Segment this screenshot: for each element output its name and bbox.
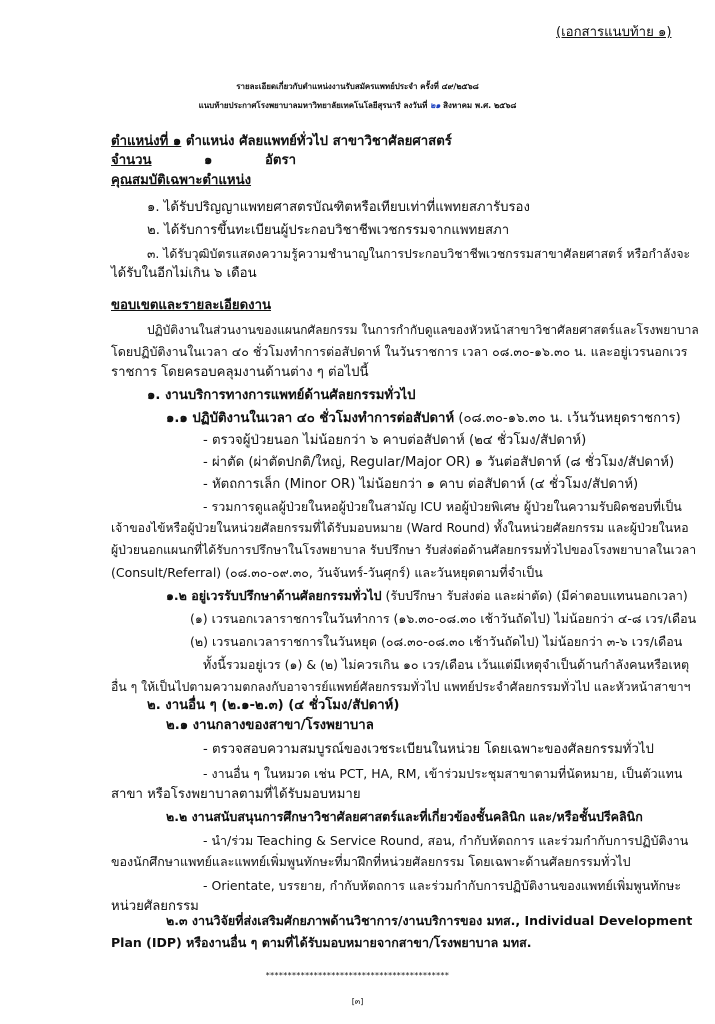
section-1-1-title: ๑.๑ ปฏิบัติงานในเวลา ๔๐ ชั่วโมงทำการต่อสัปดาห์ [166, 411, 455, 426]
scope-heading: ขอบเขตและรายละเอียดงาน [111, 298, 272, 313]
qualification-item-2: ๒. ได้รับการขึ้นทะเบียนผู้ประกอบวิชาชีพเวชกรรมจากแพทยสภา [147, 223, 510, 238]
section-1-1-heading [166, 410, 681, 427]
handwritten-date: ๒๑ [430, 101, 441, 110]
section-1-2-note-line-2: อื่น ๆ ให้เป็นไปตามความตกลงกับอาจารย์แพทย์ศัลยกรรมทั่วไป แพทย์ประจำศัลยกรรมทั่วไป และหัวหน้าสาขาฯ [111, 680, 691, 694]
document-label: (เอกสารแนบท้าย ๑) [556, 25, 672, 40]
section-2-3-line-1: ๒.๓ งานวิจัยที่ส่งเสริมศักยภาพด้านวิชาการ/งานบริการของ มทส., Individual Development [166, 913, 693, 928]
section-2-3-line-2: Plan (IDP) หรืองานอื่น ๆ ตามที่ได้รับมอบหมายจากสาขา/โรงพยาบาล มทส. [111, 935, 532, 950]
qualification-item-3-line-2: ได้รับในอีกไม่เกิน ๖ เดือน [111, 266, 257, 281]
position-label: ตำแหน่งที่ ๑ [111, 134, 182, 149]
count-label: จำนวน [111, 153, 152, 168]
qualifications-heading: คุณสมบัติเฉพาะตำแหน่ง [111, 173, 252, 188]
section-2-2-bullet-1-line-1: - นำ/ร่วม Teaching & Service Round, สอน, กำกับหัตถการ และร่วมกำกับการปฏิบัติงาน [203, 833, 689, 848]
section-1-1-bullet-1: - ตรวจผู้ป่วยนอก ไม่น้อยกว่า ๖ คาบต่อสัปดาห์ (๒๔ ชั่วโมง/สัปดาห์) [203, 433, 587, 448]
title-line-1: รายละเอียดเกี่ยวกับตำแหน่งงานรับสมัครแพทย์ประจำ ครั้งที่ ๔๙/๒๕๖๘ [236, 82, 479, 91]
section-2-1-heading: ๒.๑ งานกลางของสาขา/โรงพยาบาล [166, 718, 374, 733]
qualification-item-1: ๑. ได้รับปริญญาแพทยศาสตรบัณฑิตหรือเทียบเท่าที่แพทยสภารับรอง [147, 200, 530, 215]
position-title: ตำแหน่ง ศัลยแพทย์ทั่วไป สาขาวิชาศัลยศาสตร์ [185, 134, 452, 149]
section-2-2-bullet-1-line-2: ของนักศึกษาแพทย์และแพทย์เพิ่มพูนทักษะที่มาฝึกที่หน่วยศัลยกรรม โดยเฉพาะด้านศัลยกรรมทั่วไป [111, 854, 631, 869]
section-1-2-note-line-1: ทั้งนี้รวมอยู่เวร (๑) & (๒) ไม่ควรเกิน ๑๐ เวร/เดือน เว้นแต่มีเหตุจำเป็นด้านกำลังคนหรือเหตุ [203, 657, 690, 672]
section-2-1-bullet-1: - ตรวจสอบความสมบูรณ์ของเวชระเบียนในหน่วย โดยเฉพาะของศัลยกรรมทั่วไป [203, 742, 654, 757]
section-1-2-item-1: (๑) เวรนอกเวลาราชการในวันทำการ (๑๖.๓๐-๐๘.๓๐ เช้าวันถัดไป) ไม่น้อยกว่า ๔-๘ เวร/เดือน [190, 611, 697, 626]
section-1-2-title: ๑.๒ อยู่เวรรับปรึกษาด้านศัลยกรรมทั่วไป [166, 588, 382, 603]
section-1-heading: ๑. งานบริการทางการแพทย์ด้านศัลยกรรมทั่วไป [147, 388, 416, 403]
section-1-1-bullet-4-line-1: - รวมการดูแลผู้ป่วยในหอผู้ป่วยในสามัญ ICU หอผู้ป่วยพิเศษ ผู้ป่วยในความรับผิดชอบที่เป็น [203, 499, 682, 514]
separator-line: ****************************************** [265, 971, 450, 980]
page-number: [๓] [351, 997, 364, 1006]
section-1-1-hours: (๐๘.๓๐-๑๖.๓๐ น. เว้นวันหยุดราชการ) [454, 411, 681, 426]
section-2-1-bullet-2-line-2: สาขา หรือโรงพยาบาลตามที่ได้รับมอบหมาย [111, 787, 361, 802]
section-1-1-bullet-2: - ผ่าตัด (ผ่าตัดปกติ/ใหญ่, Regular/Major OR) ๑ วันต่อสัปดาห์ (๘ ชั่วโมง/สัปดาห์) [203, 455, 675, 470]
section-1-2-heading [166, 587, 688, 604]
section-2-2-heading: ๒.๒ งานสนับสนุนการศึกษาวิชาศัลยศาสตร์และที่เกี่ยวข้องชั้นคลินิก และ/หรือชั้นปรีคลินิก [166, 809, 643, 824]
section-1-2-detail: (รับปรึกษา รับส่งต่อ และผ่าตัด) (มีค่าตอบแทนนอกเวลา) [381, 588, 688, 603]
title-line-2-suffix: สิงหาคม พ.ศ. ๒๕๖๘ [443, 101, 517, 110]
count-unit: อัตรา [265, 153, 296, 168]
scope-intro-line-1: ปฏิบัติงานในส่วนงานของแผนกศัลยกรรม ในการกำกับดูแลของหัวหน้าสาขาวิชาศัลยศาสตร์และโรงพยาบาล [147, 323, 699, 337]
position-row [111, 133, 452, 150]
section-1-1-bullet-4-line-2: เจ้าของไข้หรือผู้ป่วยในหน่วยศัลยกรรมที่ได้รับมอบหมาย (Ward Round) ทั้งในหน่วยศัลยกรรม และผู้ป่วยในหอ [111, 521, 689, 535]
section-2-1-bullet-2-line-1: - งานอื่น ๆ ในหมวด เช่น PCT, HA, RM, เข้าร่วมประชุมสาขาตามที่นัดหมาย, เป็นตัวแทน [203, 766, 683, 781]
count-value: ๑ [204, 153, 213, 168]
section-2-2-bullet-2-line-1: - Orientate, บรรยาย, กำกับหัตถการ และร่วมกำกับการปฏิบัติงานของแพทย์เพิ่มพูนทักษะ [203, 878, 682, 893]
section-2-2-bullet-2-line-2: หน่วยศัลยกรรม [111, 899, 199, 914]
qualification-item-3-line-1: ๓. ได้รับวุฒิบัตรแสดงความรู้ความชำนาญในการประกอบวิชาชีพเวชกรรมสาขาศัลยศาสตร์ หรือกำลังจะ [147, 247, 691, 261]
title-line-2-prefix: แนบท้ายประกาศโรงพยาบาลมหาวิทยาลัยเทคโนโลยีสุรนารี ลงวันที่ [198, 101, 428, 110]
scope-intro-line-2: โดยปฏิบัติงานในเวลา ๔๐ ชั่วโมงทำการต่อสัปดาห์ ในวันราชการ เวลา ๐๘.๓๐-๑๖.๓๐ น. และอยู่เวรนอกเวร [111, 344, 688, 359]
section-2-heading: ๒. งานอื่น ๆ (๒.๑-๒.๓) (๔ ชั่วโมง/สัปดาห์) [147, 698, 400, 713]
section-1-1-bullet-3: - หัตถการเล็ก (Minor OR) ไม่น้อยกว่า ๑ คาบ ต่อสัปดาห์ (๔ ชั่วโมง/สัปดาห์) [203, 477, 639, 492]
section-1-2-item-2: (๒) เวรนอกเวลาราชการในวันหยุด (๐๘.๓๐-๐๘.๓๐ เช้าวันถัดไป) ไม่น้อยกว่า ๓-๖ เวร/เดือน [190, 634, 683, 649]
title-line-2 [0, 97, 715, 114]
section-1-1-bullet-4-line-3: ผู้ป่วยนอกแผนกที่ได้รับการปรึกษาในโรงพยาบาล รับปรึกษา รับส่งต่อด้านศัลยกรรมทั่วไปของโรงพยาบาลในเวลา [111, 543, 697, 557]
section-1-1-bullet-4-line-4: (Consult/Referral) (๐๘.๓๐-๐๙.๓๐, วันจันทร์-วันศุกร์) และวันหยุดตามที่จำเป็น [111, 565, 543, 580]
scope-intro-line-3: ราชการ โดยครอบคลุมงานด้านต่าง ๆ ต่อไปนี้ [111, 365, 369, 380]
